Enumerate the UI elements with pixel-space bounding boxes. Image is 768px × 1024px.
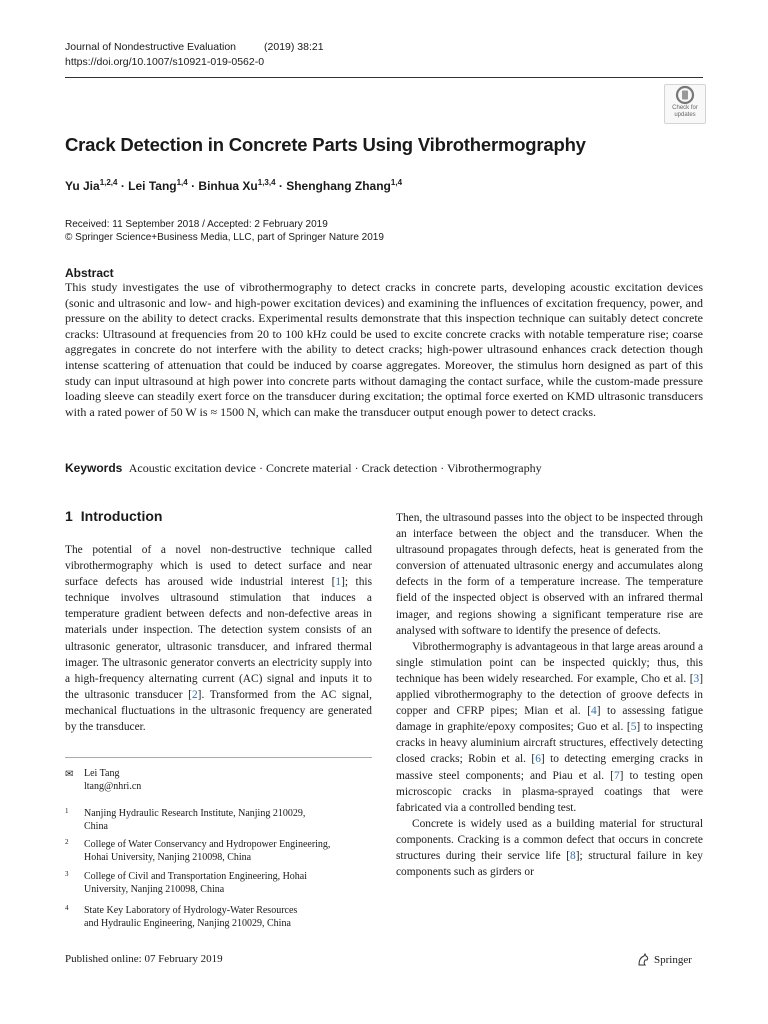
author-name[interactable]: Binhua Xu (198, 179, 258, 193)
paragraph (65, 542, 372, 735)
abstract-body: This study investigates the use of vibrothermography to detect cracks in concrete parts, developing acoustic excitation devices (sonic and ultrasonic and low- and high-power excitation devices) and examining the influences of excitation frequency, power, and pressure on the ability to detect cracks. Experimental results demonstrate that this inspection technique can suitably detect concrete cracks: Ultrasound at frequencies from 20 to 100 kHz could be used to excite concrete cracks with notable temperature rise; coarse aggregates in concrete do not interfere with the ability to detect cracks; high-power ultrasound enhances crack detection though intense scattering of attenuation that could be induced by coarse aggregates. Moreover, the stimulus horn designed as part of this study can input ultrasound at high power into concrete parts without damaging the contact surface, while the custom-made pressure loading sleeve can steadily exert force on the transducer during excitation; the optimal force exerted on KMD ultrasonic transducers with a rated power of 50 W is ≈ 1500 N, which can make the transducer output enough power to detect cracks. (65, 280, 703, 419)
abstract-heading: Abstract (65, 266, 114, 280)
journal-name: Journal of Nondestructive Evaluation (65, 41, 237, 53)
affiliation-line: College of Water Conservancy and Hydropower Engineering, (84, 839, 331, 850)
affiliation-line: College of Civil and Transportation Engineering, Hohai (84, 871, 308, 882)
affiliation-line: University, Nanjing 210098, China (84, 884, 225, 895)
journal-volume: (2019) 38:21 (264, 41, 324, 53)
affiliation-line: China (84, 821, 108, 832)
footnote-rule (65, 757, 372, 758)
keywords-line (65, 461, 703, 476)
check-for-updates-icon (674, 85, 696, 105)
section-heading-introduction (65, 508, 162, 524)
corresponding-email[interactable]: ltang@nhri.cn (84, 781, 142, 792)
citation-link[interactable]: 4 (591, 705, 597, 718)
author-affiliation-marker: 1,4 (176, 178, 188, 187)
badge-line-2: updates (674, 111, 696, 118)
paragraph: Then, the ultrasound passes into the object to be inspected through an interface between the object and the transducer. When the ultrasound propagates through defects, heat is generated from the conversion of attenuated ultrasonic energy and accumulates along defects in the form of a temperature increase. The temperature field of the inspected object is observed with an infrared thermal imager, and regions showing a significant temperature rise are analysed with software to identify the presence of defects. (396, 512, 703, 637)
author-list: Yu Jia$^{1,2,4}$ · Lei Tang$^{1,4}$ · Binhua Xu$^{1,3,4}$ · Shenghang Zhang$^{1,4}$ (65, 178, 403, 193)
left-column-body (65, 542, 372, 735)
affiliation-number: 4 (65, 904, 69, 912)
envelope-icon: ✉ (65, 769, 74, 780)
text-run: ] to detecting emerging cracks in massive steel components; and Piau et al. [ (396, 753, 703, 782)
citation-link[interactable]: 7 (613, 769, 620, 782)
author-affiliation-marker: 1,2,4 (99, 178, 118, 187)
keywords-label: Keywords (65, 461, 123, 475)
citation-link[interactable]: 2 (191, 688, 198, 701)
citation-link[interactable]: 8 (570, 849, 576, 862)
affiliation-item (65, 807, 372, 833)
right-column-body (396, 510, 703, 880)
citation-link[interactable]: 5 (630, 721, 637, 734)
affiliation-number: 2 (65, 838, 69, 846)
publisher-logo (636, 953, 692, 967)
author-affiliation-marker: 1,3,4 (257, 178, 276, 187)
author-name[interactable]: Shenghang Zhang (286, 179, 391, 193)
copyright-line: © Springer Science+Business Media, LLC, part of Springer Nature 2019 (65, 232, 384, 243)
affiliation-line: State Key Laboratory of Hydrology-Water Resources (84, 905, 298, 916)
text-run: ] to inspecting cracks in heavy aluminium aircraft structures, effectively detecting closed cracks; Robin et al. [ (396, 721, 703, 766)
received-dates: Received: 11 September 2018 / Accepted: 2 February 2019 (65, 219, 328, 230)
affiliation-line: Hohai University, Nanjing 210098, China (84, 852, 252, 863)
affiliation-number: 3 (65, 870, 69, 878)
text-run: ] to testing open microscopic cracks in plasma-sprayed coatings that were fabricated via a controlled bending test. (396, 769, 703, 814)
paragraph (396, 639, 703, 816)
journal-header (65, 41, 324, 53)
citation-link[interactable]: 6 (535, 753, 541, 766)
published-date: Published online: 07 February 2019 (65, 953, 223, 965)
corresponding-name: Lei Tang (84, 768, 120, 779)
badge-line-1: Check for (672, 105, 698, 111)
affiliation-number: 1 (65, 807, 69, 815)
affiliation-item (65, 838, 372, 864)
text-run: ] applied vibrothermography to the detection of groove defects in copper and CFRP pipes; Mian et al. [ (396, 672, 703, 718)
paper-title: Crack Detection in Concrete Parts Using Vibrothermography (65, 134, 586, 155)
section-number: 1 (65, 508, 73, 524)
affiliation-item (65, 870, 372, 896)
author-name[interactable]: Yu Jia (65, 179, 100, 193)
affiliation-line: Nanjing Hydraulic Research Institute, Nanjing 210029, (84, 808, 306, 819)
affiliation-item (65, 904, 372, 930)
text-run: ]; structural failure in key components such as girders or (396, 849, 703, 879)
publisher-name: Springer (654, 954, 692, 966)
springer-horse-icon (636, 953, 650, 967)
doi-link[interactable]: https://doi.org/10.1007/s10921-019-0562-0 (65, 56, 265, 68)
citation-link[interactable]: 1 (335, 576, 342, 589)
text-run: ]. Transformed from the AC signal, mechanical fluctuations in the ultrasonic frequency are generated by the transducer. (65, 688, 372, 734)
header-rule (65, 77, 703, 78)
author-name[interactable]: Lei Tang (128, 179, 177, 193)
text-run: The potential of a novel non-destructive technique called vibrothermography which is used to detect surface and near surface defects has aroused wide industrial interest [ (65, 544, 372, 589)
text-run: Concrete is widely used as a building material for structural components. Cracking is a common defect that occurs in concrete structures during their service life [ (396, 817, 703, 862)
keywords-list: Acoustic excitation device · Concrete material · Crack detection · Vibrothermography (128, 461, 542, 475)
section-title: Introduction (80, 508, 163, 524)
affiliation-line: and Hydraulic Engineering, Nanjing 210029, China (84, 918, 291, 929)
text-run: ]; this technique involves ultrasound stimulation that induces a temperature gradient between defects and non-defective areas in materials under inspection. The detection system consists of an ultrasonic generator, ultrasonic transducer, and infrared thermal imager. The ultrasonic generator converts an electricity supply into a high-frequency alternating current (AC) signal and inputs it to the ultrasonic transducer [ (65, 576, 372, 701)
paragraph (396, 816, 703, 880)
author-affiliation-marker: 1,4 (390, 178, 403, 187)
text-run: Vibrothermography is advantageous in that large areas around a single stimulation point can be inspected quickly; thus, this technique has been widely researched. For example, Cho et al. [ (396, 640, 703, 685)
text-run: ] to assessing fatigue damage in graphite/epoxy composites; Guo et al. [ (396, 705, 703, 734)
citation-link[interactable]: 3 (693, 672, 700, 685)
check-for-updates-badge[interactable] (664, 84, 706, 124)
corresponding-author (65, 767, 141, 793)
